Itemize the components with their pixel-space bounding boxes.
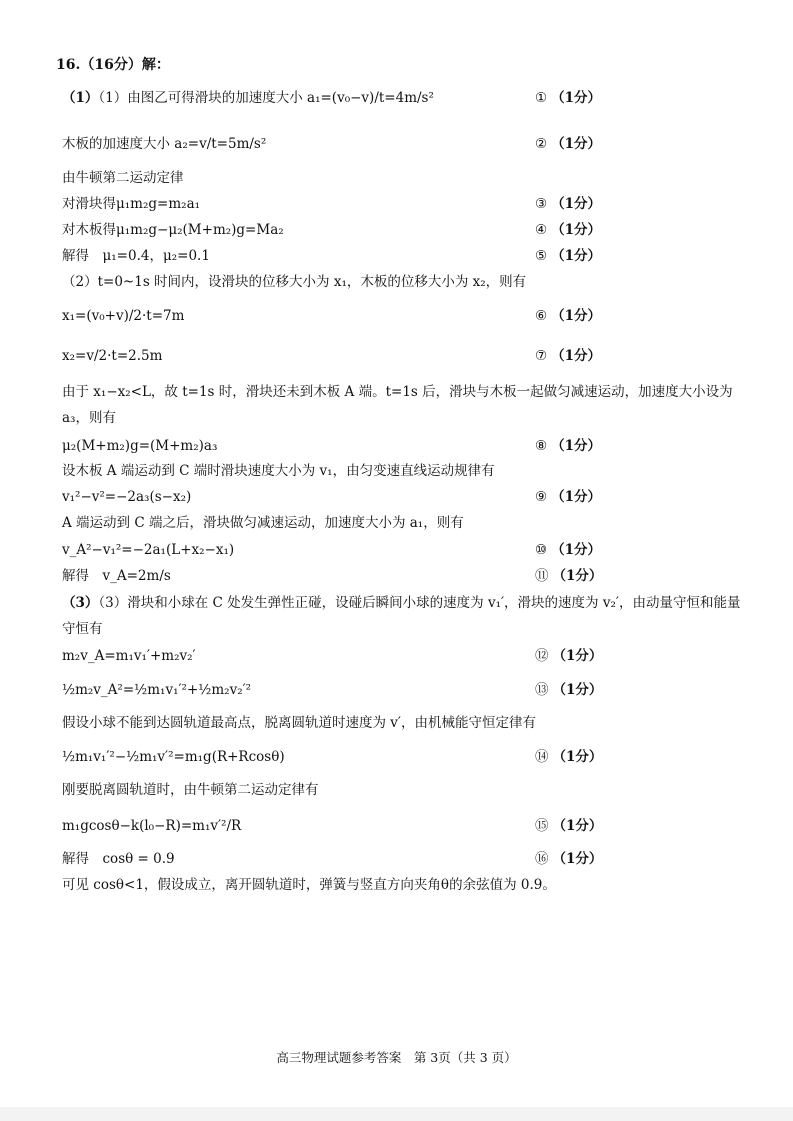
answer-line: 由牛顿第二运动定律 [62,170,184,186]
score-mark: ⑦ （1分） [535,348,602,364]
answer-line: 刚要脱离圆轨道时，由牛顿第二运动定律有 [62,782,319,798]
answer-line: 对滑块得μ₁m₂g=m₂a₁ [62,196,201,212]
answer-line: 解得 v_A=2m/s [62,568,171,584]
score-mark: ⑫ （1分） [535,648,603,664]
score-mark: ⑯ （1分） [535,851,603,867]
score-mark: ⑨ （1分） [535,489,602,505]
answer-line: x₂=v/2·t=2.5m [62,348,163,364]
score-mark: ⑤ （1分） [535,248,602,264]
score-mark: ⑩ （1分） [535,542,602,558]
answer-line: 设木板 A 端运动到 C 端时滑块速度大小为 v₁，由匀变速直线运动规律有 [62,463,495,479]
score-mark: ② （1分） [535,136,602,152]
question-title: 16.（16分）解： [56,57,170,73]
page-footer: 高三物理试题参考答案 第 3页（共 3 页） [276,1050,517,1065]
answer-line: （2）t=0~1s 时间内，设滑块的位移大小为 x₁，木板的位移大小为 x₂，则有 [62,274,527,290]
answer-line: 守恒有 [62,621,103,637]
answer-line: v₁²−v²=−2a₃(s−x₂) [62,489,192,505]
answer-line: x₁=(v₀+v)/2·t=7m [62,308,185,324]
score-mark: ⑥ （1分） [535,308,602,324]
answer-line: ½m₂v_A²=½m₁v₁′²+½m₂v₂′² [62,682,252,698]
answer-line: 木板的加速度大小 a₂=v/t=5m/s² [62,136,267,152]
answer-line: m₂v_A=m₁v₁′+m₂v₂′ [62,648,196,664]
answer-line: v_A²−v₁²=−2a₁(L+x₂−x₁) [62,542,235,558]
answer-line: 解得 cosθ = 0.9 [62,851,175,867]
answer-line: A 端运动到 C 端之后，滑块做匀减速运动，加速度大小为 a₁，则有 [62,515,464,531]
score-mark: ① （1分） [535,90,602,106]
answer-line: m₁gcosθ−k(l₀−R)=m₁v′²/R [62,818,242,834]
score-mark: ⑧ （1分） [535,438,602,454]
score-mark: ⑬ （1分） [535,682,603,698]
answer-line: 由于 x₁−x₂<L，故 t=1s 时，滑块还未到木板 A 端。t=1s 后，滑块与木板一起做匀减速运动，加速度大小设为 [62,384,733,400]
answer-line: μ₂(M+m₂)g=(M+m₂)a₃ [62,438,218,454]
score-mark: ④ （1分） [535,222,602,238]
score-mark: ③ （1分） [535,196,602,212]
answer-line: 解得 μ₁=0.4，μ₂=0.1 [62,248,210,264]
conclusion-line: 可见 cosθ<1，假设成立，离开圆轨道时，弹簧与竖直方向夹角θ的余弦值为 0.9。 [62,877,556,893]
score-mark: ⑮ （1分） [535,818,603,834]
score-mark: ⑭ （1分） [535,749,603,765]
answer-line: ½m₁v₁′²−½m₁v′²=m₁g(R+Rcosθ) [62,749,285,765]
answer-line: （1）（1）由图乙可得滑块的加速度大小 a₁=(v₀−v)/t=4m/s² [62,90,434,106]
answer-line: 对木板得μ₁m₂g−μ₂(M+m₂)g=Ma₂ [62,222,284,238]
answer-line: （3）（3）滑块和小球在 C 处发生弹性正碰，设碰后瞬间小球的速度为 v₁′，滑块的速度为 v₂′，由动量守恒和能量 [62,595,741,611]
page-bottom-edge [0,1107,793,1121]
score-mark: ⑪ （1分） [535,568,603,584]
answer-line: 假设小球不能到达圆轨道最高点，脱离圆轨道时速度为 v′，由机械能守恒定律有 [62,715,536,731]
answer-line: a₃，则有 [62,410,116,426]
